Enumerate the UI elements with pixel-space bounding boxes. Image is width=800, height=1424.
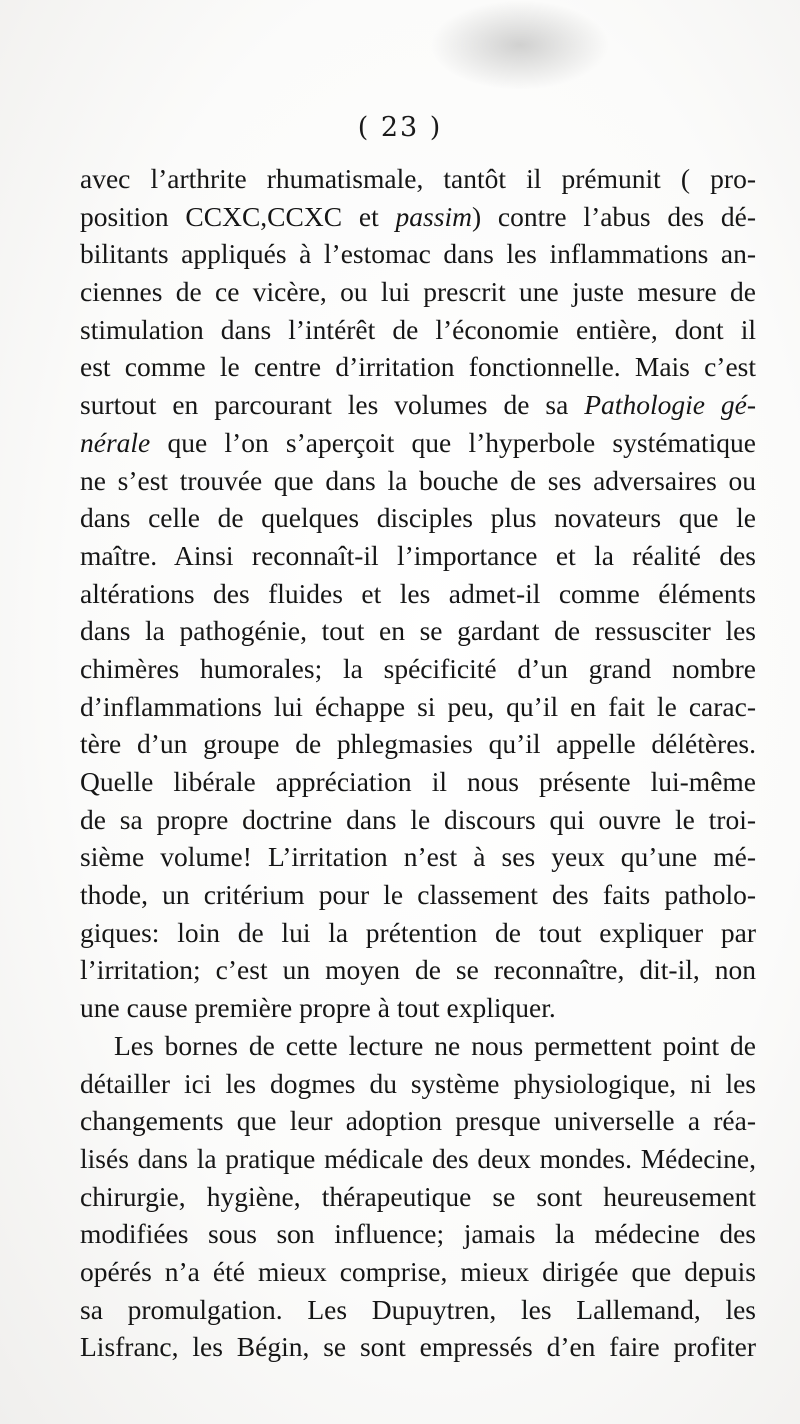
italic-fragment: Pathologie gé- xyxy=(584,389,756,421)
text-line: altérations des fluides et les admet-il comme éléments xyxy=(80,577,756,609)
text-line: Quelle libérale appréciation il nous présente lui-même xyxy=(80,766,756,797)
text-line: bilitants appliqués à l’estomac dans les inflammations an- xyxy=(80,238,756,270)
text-line: modifiées sous son influence; jamais la médecine des xyxy=(80,1218,756,1250)
text-line: l’irritation; c’est un moyen de se reconnaître, dit-il, non xyxy=(80,954,756,986)
text-line: changements que leur adoption presque universelle a réa- xyxy=(80,1105,756,1137)
text-line: thode, un critérium pour le classement des faits patholo- xyxy=(80,879,756,911)
text-line xyxy=(80,198,756,236)
text-line: chimères humorales; la spécificité d’un grand nombre xyxy=(80,652,756,684)
text-line: opérés n’a été mieux comprise, mieux dirigée que depuis xyxy=(80,1255,756,1287)
text-line: ciennes de ce vicère, ou lui prescrit une juste mesure de xyxy=(80,276,756,308)
text-line: Lisfranc, les Bégin, se sont empressés d’en faire profiter xyxy=(80,1331,756,1363)
text-line: tère d’un groupe de phlegmasies qu’il appelle délétères. xyxy=(80,728,756,760)
page-number: ( 23 ) xyxy=(357,112,443,143)
text-line: giques: loin de lui la prétention de tout expliquer par xyxy=(80,916,756,948)
text-fragment: que l’on s’aperçoit que l’hyperbole systématique xyxy=(167,426,757,458)
text-line: d’inflammations lui échappe si peu, qu’il en fait le carac- xyxy=(80,690,756,722)
text-line: de sa propre doctrine dans le discours qui ouvre le troi- xyxy=(80,803,756,835)
text-line: dans la pathogénie, tout en se gardant de ressusciter les xyxy=(80,615,756,647)
body-text xyxy=(80,160,756,1366)
text-line: est comme le centre d’irritation fonctionnelle. Mais c’est xyxy=(80,351,756,383)
text-line: Les bornes de cette lecture ne nous permettent point de xyxy=(114,1029,756,1061)
text-line: sa promulgation. Les Dupuytren, les Lallemand, les xyxy=(80,1293,756,1325)
text-line xyxy=(80,386,756,424)
text-line: chirurgie, hygiène, thérapeutique se sont heureusement xyxy=(80,1180,756,1212)
text-line: avec l’arthrite rhumatismale, tantôt il prémunit ( pro- xyxy=(80,163,756,194)
text-fragment: ) contre l’abus des dé- xyxy=(471,200,757,232)
text-line: dans celle de quelques disciples plus novateurs que le xyxy=(80,502,756,534)
ink-smudge xyxy=(430,0,610,90)
italic-fragment: passim xyxy=(395,200,472,232)
text-line: sième volume! L’irritation n’est à ses yeux qu’une mé- xyxy=(80,841,756,873)
text-line: maître. Ainsi reconnaît-il l’importance et la réalité des xyxy=(80,539,756,571)
text-fragment: position CCXC,CCXC et xyxy=(80,200,379,232)
text-line xyxy=(80,424,756,462)
italic-fragment: nérale xyxy=(80,426,151,458)
text-line: une cause première propre à tout expliquer. xyxy=(80,992,556,1024)
text-line: ne s’est trouvée que dans la bouche de ses adversaires ou xyxy=(80,464,756,496)
text-line: détailler ici les dogmes du système physiologique, ni les xyxy=(80,1067,756,1099)
text-line: stimulation dans l’intérêt de l’économie entière, dont il xyxy=(80,313,756,345)
text-fragment: surtout en parcourant les volumes de sa xyxy=(80,389,569,421)
text-line: lisés dans la pratique médicale des deux mondes. Médecine, xyxy=(80,1142,756,1174)
